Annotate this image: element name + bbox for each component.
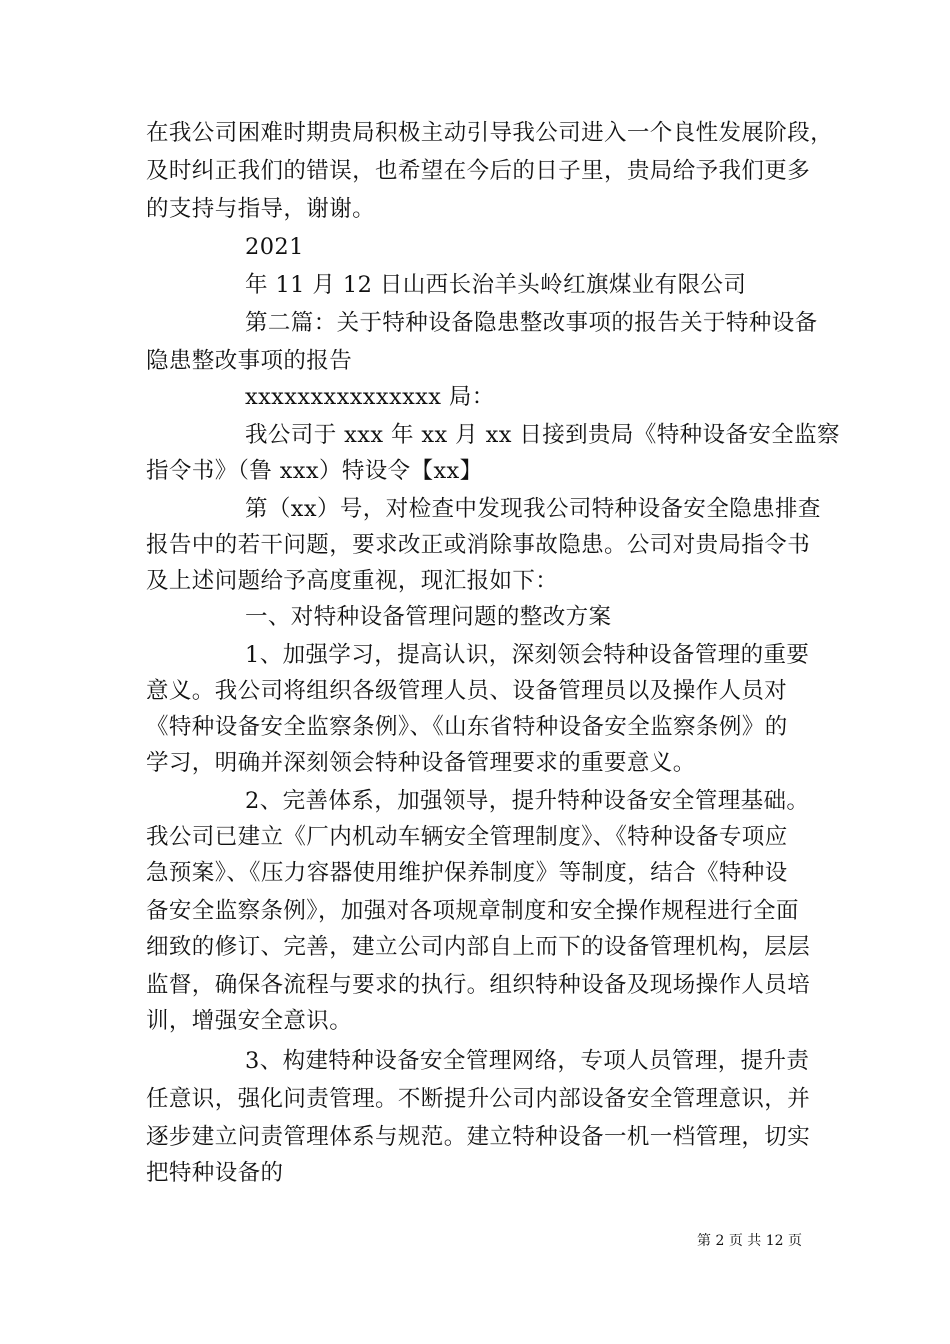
text-line: 我公司于 xxx 年 xx 月 xx 日接到贵局《特种设备安全监察 bbox=[245, 422, 840, 448]
text-line: 急预案》、《压力容器使用维护保养制度》等制度，结合《特种设 bbox=[146, 860, 788, 886]
addressee: xxxxxxxxxxxxxxx 局： bbox=[245, 384, 495, 410]
section-title-cont: 隐患整改事项的报告 bbox=[146, 348, 353, 374]
text-line: 及时纠正我们的错误，也希望在今后的日子里，贵局给予我们更多 bbox=[146, 158, 811, 184]
text-line: 学习，明确并深刻领会特种设备管理要求的重要意义。 bbox=[146, 750, 696, 776]
text-line: 细致的修订、完善，建立公司内部自上而下的设备管理机构，层层 bbox=[146, 934, 811, 960]
text-line: 备安全监察条例》，加强对各项规章制度和安全操作规程进行全面 bbox=[146, 898, 799, 924]
section-title: 第二篇：关于特种设备隐患整改事项的报告关于特种设备 bbox=[245, 310, 818, 336]
text-line: 及上述问题给予高度重视，现汇报如下： bbox=[146, 568, 559, 594]
text-line: 意义。我公司将组织各级管理人员、设备管理员以及操作人员对 bbox=[146, 678, 788, 704]
text-line: 1、加强学习，提高认识，深刻领会特种设备管理的重要 bbox=[245, 642, 810, 668]
text-line: 报告中的若干问题，要求改正或消除事故隐患。公司对贵局指令书 bbox=[146, 532, 811, 558]
page-number: 第 2 页 共 12 页 bbox=[697, 1233, 802, 1249]
text-line: 我公司已建立《厂内机动车辆安全管理制度》、《特种设备专项应 bbox=[146, 824, 788, 850]
text-line: 训，增强安全意识。 bbox=[146, 1008, 353, 1034]
text-line: 在我公司困难时期贵局积极主动引导我公司进入一个良性发展阶段， bbox=[146, 120, 834, 146]
text-line: 《特种设备安全监察条例》、《山东省特种设备安全监察条例》的 bbox=[146, 714, 788, 740]
date-signature-line: 年 11 月 12 日山西长治羊头岭红旗煤业有限公司 bbox=[245, 272, 747, 298]
text-line: 2、完善体系，加强领导，提升特种设备安全管理基础。 bbox=[245, 788, 810, 814]
text-line: 逐步建立问责管理体系与规范。建立特种设备一机一档管理，切实 bbox=[146, 1124, 811, 1150]
text-line: 把特种设备的 bbox=[146, 1160, 284, 1186]
text-line: 监督，确保各流程与要求的执行。组织特种设备及现场操作人员培 bbox=[146, 972, 811, 998]
section-heading: 一、对特种设备管理问题的整改方案 bbox=[245, 604, 612, 630]
text-line: 第（xx）号，对检查中发现我公司特种设备安全隐患排查 bbox=[245, 496, 821, 522]
text-line: 任意识，强化问责管理。不断提升公司内部设备安全管理意识，并 bbox=[146, 1086, 811, 1112]
text-line: 指令书》（鲁 xxx）特设令【xx】 bbox=[146, 458, 483, 484]
date-year: 2021 bbox=[245, 234, 304, 260]
text-line: 3、构建特种设备安全管理网络，专项人员管理，提升责 bbox=[245, 1048, 810, 1074]
text-line: 的支持与指导，谢谢。 bbox=[146, 196, 376, 222]
